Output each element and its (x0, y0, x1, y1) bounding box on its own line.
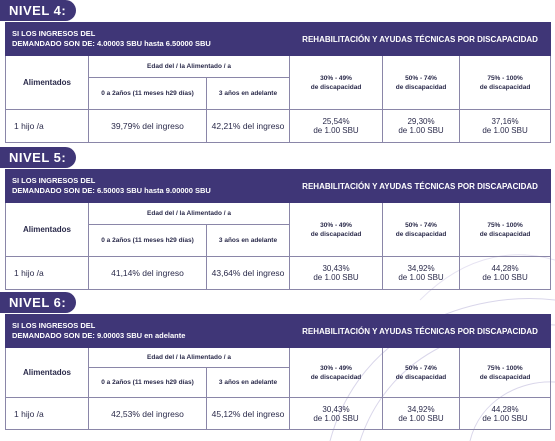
disc-pct: 50% - 74% (405, 221, 437, 229)
income-line-1: SI LOS INGRESOS DEL (12, 321, 96, 330)
income-range-header (6, 23, 290, 56)
disc-range-3 (460, 56, 551, 110)
alimentados-label: Alimentados (6, 203, 89, 257)
disc-range-1 (290, 56, 383, 110)
age-col-young: 0 a 2años (11 meses h29 días) (89, 225, 207, 257)
rehab-header: REHABILITACIÓN Y AYUDAS TÉCNICAS POR DISCAPACIDAD (290, 315, 551, 348)
age-header: Edad del / la Alimentado / a (89, 348, 290, 368)
sbu-pct: 44,28% (491, 404, 519, 414)
disc-label: de discapacidad (310, 83, 362, 91)
sbu-value-1 (290, 398, 383, 430)
sbu-pct: 30,43% (322, 264, 350, 273)
sbu-unit: de 1.00 SBU (482, 273, 528, 282)
level-6-tag: NIVEL 6: (0, 292, 76, 313)
level-5-table (5, 169, 551, 290)
income-range-header (6, 315, 290, 348)
level-4-table (5, 22, 551, 143)
income-line-2: DEMANDADO SON DE: 6.50003 SBU hasta 9.00000 SBU (12, 186, 211, 195)
disc-pct: 50% - 74% (405, 364, 437, 372)
sbu-unit: de 1.00 SBU (482, 413, 528, 423)
disc-pct: 50% - 74% (405, 74, 437, 82)
sbu-pct: 34,92% (407, 264, 435, 273)
sbu-pct: 29,30% (407, 117, 435, 126)
sbu-value-2 (383, 110, 460, 143)
disc-label: de discapacidad (395, 230, 447, 238)
sbu-unit: de 1.00 SBU (313, 126, 359, 135)
disc-label: de discapacidad (310, 230, 362, 238)
sbu-value-1 (290, 257, 383, 290)
sbu-unit: de 1.00 SBU (398, 273, 444, 282)
level-4-tag: NIVEL 4: (0, 0, 76, 21)
sbu-pct: 30,43% (322, 404, 350, 414)
alimentados-label: Alimentados (6, 348, 89, 398)
sbu-unit: de 1.00 SBU (313, 413, 359, 423)
sbu-value-1 (290, 110, 383, 143)
value-young: 42,53% del ingreso (89, 398, 207, 430)
disc-label: de discapacidad (479, 230, 531, 238)
sbu-pct: 25,54% (322, 117, 350, 126)
age-col-older: 3 años en adelante (207, 225, 290, 257)
sbu-unit: de 1.00 SBU (313, 273, 359, 282)
sbu-pct: 37,16% (491, 117, 519, 126)
disc-pct: 75% - 100% (487, 221, 523, 229)
level-6-table (5, 314, 551, 430)
value-older: 43,64% del ingreso (207, 257, 290, 290)
income-line-2: DEMANDADO SON DE: 9.00003 SBU en adelante (12, 331, 186, 340)
value-young: 39,79% del ingreso (89, 110, 207, 143)
age-col-older: 3 años en adelante (207, 368, 290, 398)
disc-label: de discapacidad (310, 373, 362, 381)
age-col-older: 3 años en adelante (207, 78, 290, 110)
sbu-unit: de 1.00 SBU (398, 413, 444, 423)
disc-pct: 75% - 100% (487, 74, 523, 82)
sbu-value-3 (460, 398, 551, 430)
rehab-header: REHABILITACIÓN Y AYUDAS TÉCNICAS POR DISCAPACIDAD (290, 170, 551, 203)
income-line-2: DEMANDADO SON DE: 4.00003 SBU hasta 6.50000 SBU (12, 39, 211, 48)
age-col-young: 0 a 2años (11 meses h29 días) (89, 368, 207, 398)
sbu-value-2 (383, 398, 460, 430)
disc-pct: 30% - 49% (320, 221, 352, 229)
disc-range-1 (290, 348, 383, 398)
age-header: Edad del / la Alimentado / a (89, 56, 290, 78)
age-header: Edad del / la Alimentado / a (89, 203, 290, 225)
row-label: 1 hijo /a (6, 110, 89, 143)
disc-pct: 75% - 100% (487, 364, 523, 372)
sbu-value-3 (460, 257, 551, 290)
disc-range-3 (460, 203, 551, 257)
sbu-unit: de 1.00 SBU (482, 126, 528, 135)
sbu-unit: de 1.00 SBU (398, 126, 444, 135)
disc-pct: 30% - 49% (320, 74, 352, 82)
income-range-header (6, 170, 290, 203)
disc-range-3 (460, 348, 551, 398)
disc-range-2 (383, 203, 460, 257)
value-young: 41,14% del ingreso (89, 257, 207, 290)
sbu-value-2 (383, 257, 460, 290)
income-line-1: SI LOS INGRESOS DEL (12, 176, 96, 185)
value-older: 45,12% del ingreso (207, 398, 290, 430)
row-label: 1 hijo /a (6, 398, 89, 430)
income-line-1: SI LOS INGRESOS DEL (12, 29, 96, 38)
disc-label: de discapacidad (395, 373, 447, 381)
sbu-value-3 (460, 110, 551, 143)
disc-pct: 30% - 49% (320, 364, 352, 372)
value-older: 42,21% del ingreso (207, 110, 290, 143)
row-label: 1 hijo /a (6, 257, 89, 290)
disc-range-2 (383, 348, 460, 398)
disc-range-2 (383, 56, 460, 110)
disc-label: de discapacidad (479, 83, 531, 91)
disc-range-1 (290, 203, 383, 257)
sbu-pct: 44,28% (491, 264, 519, 273)
age-col-young: 0 a 2años (11 meses h29 días) (89, 78, 207, 110)
disc-label: de discapacidad (395, 83, 447, 91)
alimentados-label: Alimentados (6, 56, 89, 110)
level-5-tag: NIVEL 5: (0, 147, 76, 168)
disc-label: de discapacidad (479, 373, 531, 381)
sbu-pct: 34,92% (407, 404, 435, 414)
rehab-header: REHABILITACIÓN Y AYUDAS TÉCNICAS POR DISCAPACIDAD (290, 23, 551, 56)
